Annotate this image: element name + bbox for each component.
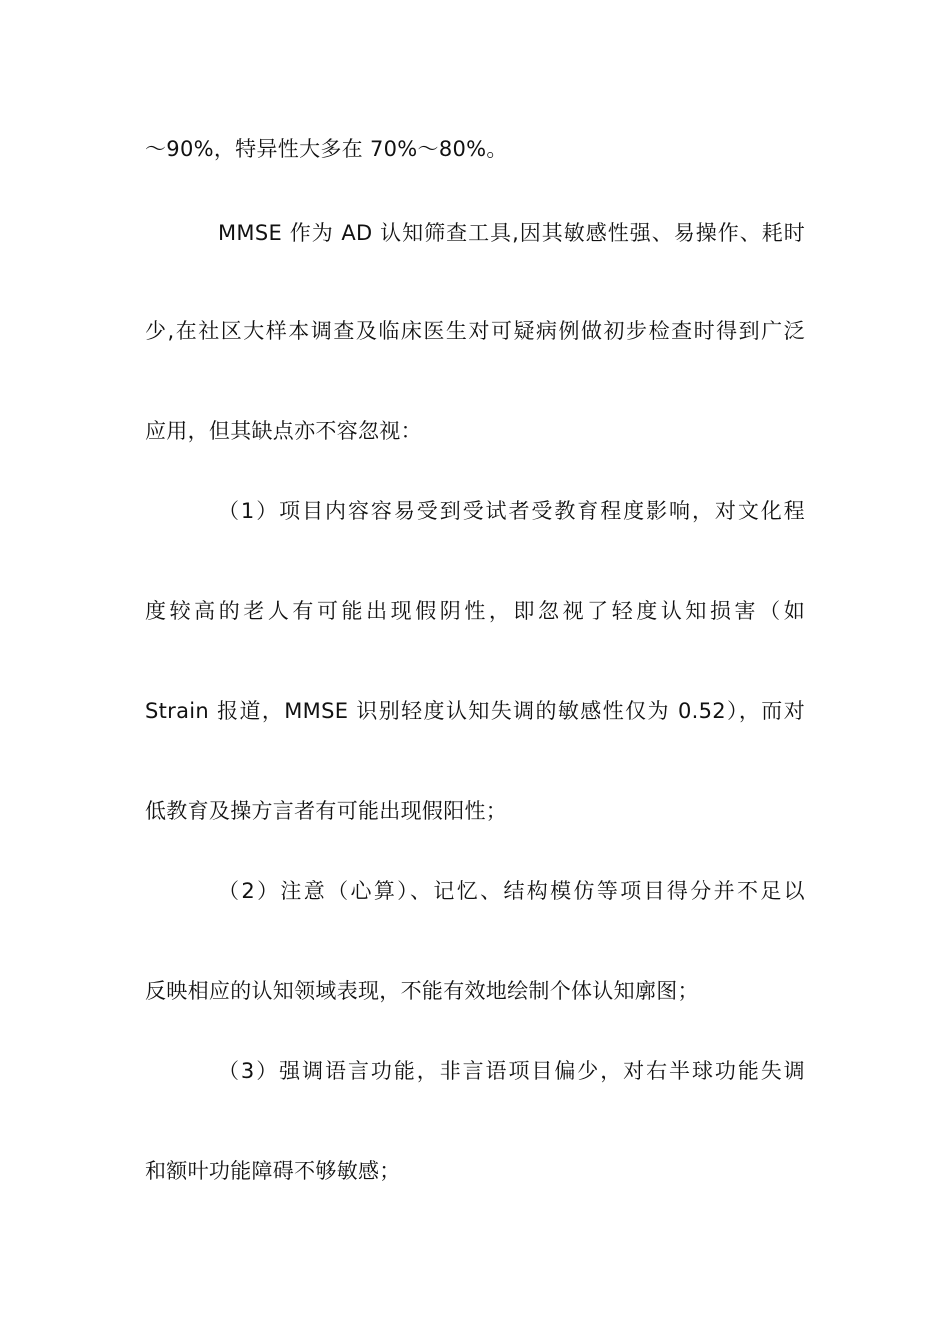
- text-line-3: 少,在社区大样本调查及临床医生对可疑病例做初步检查时得到广泛: [145, 319, 805, 343]
- text-line-10: 反映相应的认知领域表现，不能有效地绘制个体认知廓图；: [145, 979, 699, 1003]
- text-line-1: ～90%，特异性大多在 70%～80%。: [145, 137, 508, 161]
- text-line-11: （3）强调语言功能，非言语项目偏少，对右半球功能失调: [218, 1059, 805, 1083]
- text-line-12: 和额叶功能障碍不够敏感；: [145, 1159, 401, 1183]
- text-line-8: 低教育及操方言者有可能出现假阳性；: [145, 799, 508, 823]
- text-line-4: 应用，但其缺点亦不容忽视：: [145, 419, 422, 443]
- text-line-2: MMSE 作为 AD 认知筛查工具,因其敏感性强、易操作、耗时: [218, 221, 805, 245]
- text-line-5: （1）项目内容容易受到受试者受教育程度影响，对文化程: [218, 499, 805, 523]
- text-line-7: Strain 报道，MMSE 识别轻度认知失调的敏感性仅为 0.52），而对: [145, 699, 805, 723]
- text-line-9: （2）注意（心算）、记忆、结构模仿等项目得分并不足以: [218, 879, 805, 903]
- text-line-6: 度较高的老人有可能出现假阴性，即忽视了轻度认知损害（如: [145, 599, 805, 623]
